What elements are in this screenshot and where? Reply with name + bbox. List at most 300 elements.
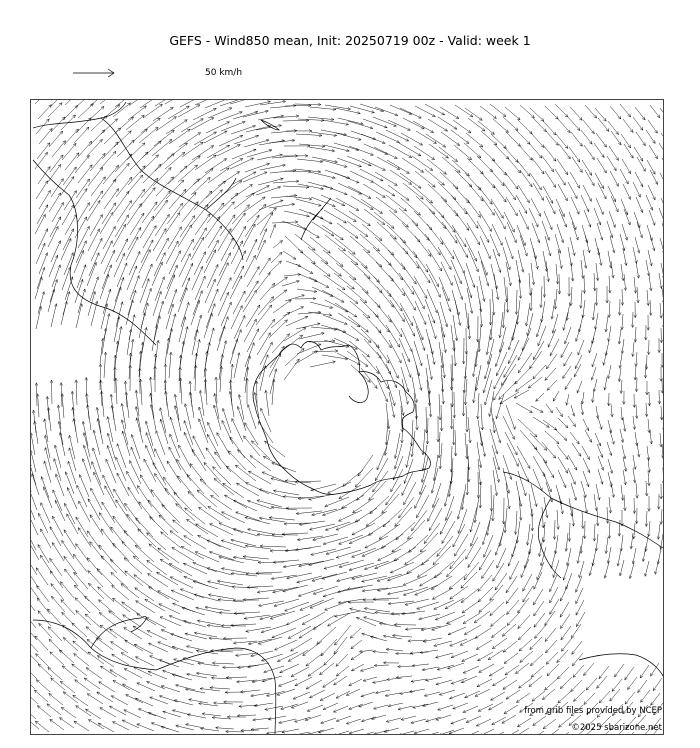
wind-vector [432,624,451,630]
wind-vector [157,572,178,585]
wind-vector [256,572,282,573]
wind-vector [661,133,664,146]
wind-vector [214,405,221,430]
wind-vector [114,191,129,212]
wind-vector [122,602,140,615]
wind-vector [78,289,85,313]
wind-vector [598,248,601,266]
wind-vector-head [470,114,473,117]
wind-vector-head [365,234,368,237]
wind-vector [160,559,182,573]
wind-vector [362,159,385,170]
wind-vector-head [88,720,91,723]
wind-vector [106,459,116,483]
wind-vector [636,197,643,213]
wind-vector [660,238,664,254]
wind-vector [156,431,165,455]
wind-vector [282,281,299,286]
wind-vector [336,716,351,721]
wind-vector [226,677,247,678]
wind-vector [556,264,558,284]
wind-vector [36,243,45,264]
wind-vector [78,528,91,547]
wind-vector [420,573,443,586]
wind-vector [376,197,397,212]
wind-vector [546,729,559,735]
wind-vector-head [296,359,299,362]
wind-vector [651,693,660,705]
wind-vector [130,339,133,365]
wind-vector-head [454,127,457,130]
wind-vector [76,118,91,133]
wind-vector [507,157,521,173]
wind-vector-head [141,213,144,216]
wind-vector [261,654,283,661]
wind-vector [388,572,413,581]
wind-vector [465,173,481,190]
wind-vector [555,429,567,441]
wind-vector [287,573,312,578]
wind-vector [452,225,466,247]
wind-vector [360,104,384,111]
wind-vector [269,140,295,143]
wind-vector-head [442,540,445,543]
wind-vector [103,289,111,314]
wind-vector [334,273,354,289]
wind-vector-head [123,615,126,618]
wind-vector-head [157,572,160,575]
wind-vector-head [288,300,291,303]
wind-vector [347,156,371,166]
wind-vector-head [515,734,518,735]
wind-vector [148,713,166,720]
wind-vector [347,286,367,303]
wind-vector [478,251,487,275]
wind-vector [336,654,348,666]
wind-vector [96,638,113,650]
wind-vector [388,315,402,337]
wind-vector [494,144,509,159]
wind-vector-head [493,578,496,581]
wind-vector [572,443,581,456]
wind-vector [100,708,116,717]
wind-vector [230,339,237,364]
wind-vector-head [87,179,90,182]
wind-vector [351,652,363,660]
wind-vector [231,540,256,546]
wind-vector [165,152,185,169]
wind-vector [79,501,90,522]
wind-vector [609,146,619,160]
wind-vector [295,677,312,686]
wind-vector [243,557,269,560]
wind-vector [386,325,400,347]
wind-vector [663,118,664,131]
wind-vector [585,430,592,442]
wind-vector [506,690,520,699]
wind-vector-head [488,657,491,660]
wind-vector [544,211,552,230]
wind-vector [92,462,101,485]
wind-vector [78,165,92,183]
wind-vector-head [90,515,93,518]
wind-vector [226,731,244,732]
wind-vector [434,561,454,578]
wind-vector [163,671,183,678]
wind-vector [563,312,568,330]
wind-vector-head [413,281,416,284]
wind-vector [74,250,84,273]
wind-vector [517,160,530,176]
wind-vector [313,615,335,629]
wind-vector [159,660,179,667]
wind-vector [215,452,231,472]
wind-vector-head [468,130,471,133]
wind-vector [537,562,544,580]
wind-vector [569,212,576,230]
wind-vector [541,286,542,308]
wind-vector [429,209,446,229]
wind-vector-head [662,428,664,431]
wind-vector [520,651,533,662]
wind-vector [621,380,622,393]
wind-vector-head [427,280,430,283]
wind-vector [295,234,315,250]
wind-vector [530,654,543,666]
wind-vector [504,705,518,714]
wind-vector [270,170,296,173]
wind-vector [361,264,380,282]
wind-vector [231,126,256,134]
wind-vector [447,559,465,577]
wind-vector [448,663,465,669]
wind-vector-head [64,530,67,533]
wind-vector [135,588,154,601]
wind-vector-head [256,215,259,218]
wind-vector [637,378,638,392]
wind-vector [146,421,153,446]
wind-vector [361,134,385,143]
wind-vector [111,642,128,653]
wind-vector [257,333,270,355]
wind-vector [477,679,492,687]
wind-vector [663,248,664,264]
wind-vector [349,211,370,226]
wind-vector-head [601,154,604,157]
wind-vector [544,497,547,518]
wind-vector [546,404,553,413]
wind-vector [410,652,428,653]
wind-vector [283,585,308,591]
wind-vector [187,474,204,494]
wind-vector [483,520,490,545]
wind-vector-head [97,200,100,203]
wind-vector [412,286,424,309]
wind-vector [394,547,416,561]
wind-vector [399,338,410,362]
wind-vector [387,225,406,243]
wind-vector [64,556,77,574]
wind-vector [246,483,269,494]
wind-vector [219,253,231,276]
wind-vector [544,146,556,161]
wind-vector [450,639,467,646]
wind-vector [244,255,256,277]
wind-vector [491,199,503,218]
wind-vector [336,666,349,676]
wind-vector [192,205,208,225]
wind-vector [571,483,576,500]
wind-vector [484,368,492,393]
wind-vector [478,393,479,419]
wind-vector [230,100,255,104]
wind-vector [402,611,425,614]
wind-vector [569,523,570,541]
wind-vector [423,429,425,455]
wind-vector [176,726,194,730]
wind-vector [127,204,142,226]
wind-vector [476,719,491,726]
wind-vector [466,716,481,723]
wind-vector [620,169,628,184]
wind-vector [240,690,260,692]
wind-vector [583,120,594,134]
wind-vector [214,478,234,495]
wind-vector [466,406,467,432]
wind-vector [663,313,664,328]
wind-vector [207,434,220,457]
wind-vector [348,121,373,128]
wind-vector [635,327,636,342]
wind-vector [38,229,48,249]
wind-vector [473,351,477,377]
wind-vector [468,417,470,443]
wind-vector [62,143,76,160]
wind-vector [168,227,182,249]
wind-vector [475,628,491,638]
wind-vector [531,666,544,677]
wind-vector [568,455,577,470]
wind-vector-head [506,590,509,593]
wind-vector [50,558,62,576]
wind-vector-head [411,291,414,294]
wind-vector [208,226,222,248]
wind-vector [636,352,637,366]
wind-vector [192,449,206,471]
wind-vector [635,366,636,380]
wind-vector [103,226,115,249]
wind-vector [479,146,495,161]
wind-vector [553,391,559,401]
wind-vector [435,612,455,620]
wind-vector-head [52,543,55,546]
wind-vector-head [463,244,466,247]
wind-vector [508,546,516,566]
wind-vector [426,264,439,287]
wind-vector [608,547,611,563]
wind-vector [311,549,336,555]
wind-vector [518,598,529,613]
wind-vector [529,494,532,517]
wind-vector [479,326,481,352]
wind-vector [566,533,568,551]
wind-vector [351,261,370,279]
wind-vector [233,112,258,119]
wind-vector-head [58,193,61,196]
wind-vector [490,732,504,735]
wind-vector-head [100,708,103,711]
wind-vector [89,191,103,211]
wind-vector [545,628,556,642]
wind-vector [351,640,362,649]
wind-vector [355,468,373,487]
wind-vector [556,732,569,735]
wind-vector [37,205,48,224]
wind-vector-head [219,226,222,229]
wind-vector [244,319,256,342]
wind-vector [490,585,503,601]
wind-vector-head [480,734,483,736]
wind-vector [245,343,254,367]
wind-vector [41,503,50,523]
wind-vector [593,549,596,566]
wind-vector [75,598,90,613]
wind-vector [633,117,643,130]
wind-vector-head [50,558,53,561]
wind-vector [137,418,144,443]
wind-vector-head [382,195,385,198]
wind-vector-head [249,184,252,187]
wind-vector-head [256,281,259,284]
wind-vector [434,600,454,609]
wind-vector [425,104,445,115]
wind-vector [356,617,376,626]
wind-vector-head [292,734,295,735]
wind-vector [504,653,518,664]
wind-vector [415,106,435,117]
wind-vector-head [316,235,319,238]
wind-vector [97,656,114,667]
wind-vector [338,313,360,327]
wind-vector [37,143,50,159]
wind-vector [481,404,482,430]
wind-vector [529,208,538,227]
wind-vector [440,443,442,469]
wind-vector [581,260,583,279]
wind-vector [364,561,389,569]
wind-vector [404,459,413,484]
wind-vector [322,507,347,515]
wind-vector [181,546,204,559]
wind-vector [466,133,483,147]
wind-vector [546,640,558,653]
wind-vector [428,498,439,521]
wind-vector [31,650,39,664]
wind-vector [187,674,207,678]
wind-vector [608,121,619,135]
wind-vector [286,614,310,625]
wind-vector [336,520,360,530]
wind-vector-head [187,129,190,132]
wind-vector [308,247,328,264]
wind-vector [91,301,97,326]
wind-vector [208,595,234,599]
wind-vector [112,585,129,600]
wind-vector [423,638,442,642]
wind-vector [518,250,523,272]
wind-vector [36,181,48,199]
wind-vector [395,444,402,469]
wind-vector [518,627,531,640]
wind-vector [373,598,399,599]
wind-vector [101,241,112,264]
wind-vector-head [424,734,427,735]
wind-vector [412,221,429,240]
wind-vector [504,147,518,162]
wind-vector [34,690,48,702]
wind-vector [534,572,542,589]
wind-vector [493,457,499,482]
wind-vector [279,719,296,723]
wind-vector [72,664,87,676]
wind-vector [169,352,171,378]
wind-vector [309,277,329,288]
wind-vector-head [36,568,39,571]
wind-vector [428,119,448,131]
wind-vector [597,676,607,688]
wind-vector [190,392,194,418]
wind-vector [48,668,62,681]
wind-vector [113,224,126,247]
wind-vector [401,263,416,284]
wind-vector [462,601,479,613]
wind-vector-head [379,211,382,214]
wind-vector [596,198,603,215]
wind-vector [52,543,64,562]
wind-vector-head [84,189,87,192]
wind-vector [253,718,271,720]
wind-vector [60,433,65,457]
wind-vector [52,141,66,157]
wind-vector-head [394,183,397,186]
wind-vector [178,288,187,312]
wind-vector [335,238,355,254]
wind-vector [624,495,625,511]
wind-vector [322,355,348,359]
wind-vector [65,214,76,235]
wind-map[interactable] [30,99,664,735]
wind-vector-head [257,267,260,270]
wind-vector [222,420,233,444]
wind-vector [620,234,625,251]
wind-vector [285,295,305,301]
wind-vector [179,254,190,277]
wind-vector [100,275,109,300]
wind-vector [648,185,655,200]
wind-vector [451,403,452,429]
wind-vector [286,316,308,326]
wind-vector [65,277,73,300]
wind-vector [432,468,438,493]
wind-vector-head [31,464,32,467]
wind-vector [426,134,446,147]
wind-vector [450,586,468,599]
wind-vector [493,495,494,521]
wind-vector [49,694,63,706]
wind-vector [506,588,518,604]
wind-vector [543,472,551,492]
wind-vector [207,264,218,288]
